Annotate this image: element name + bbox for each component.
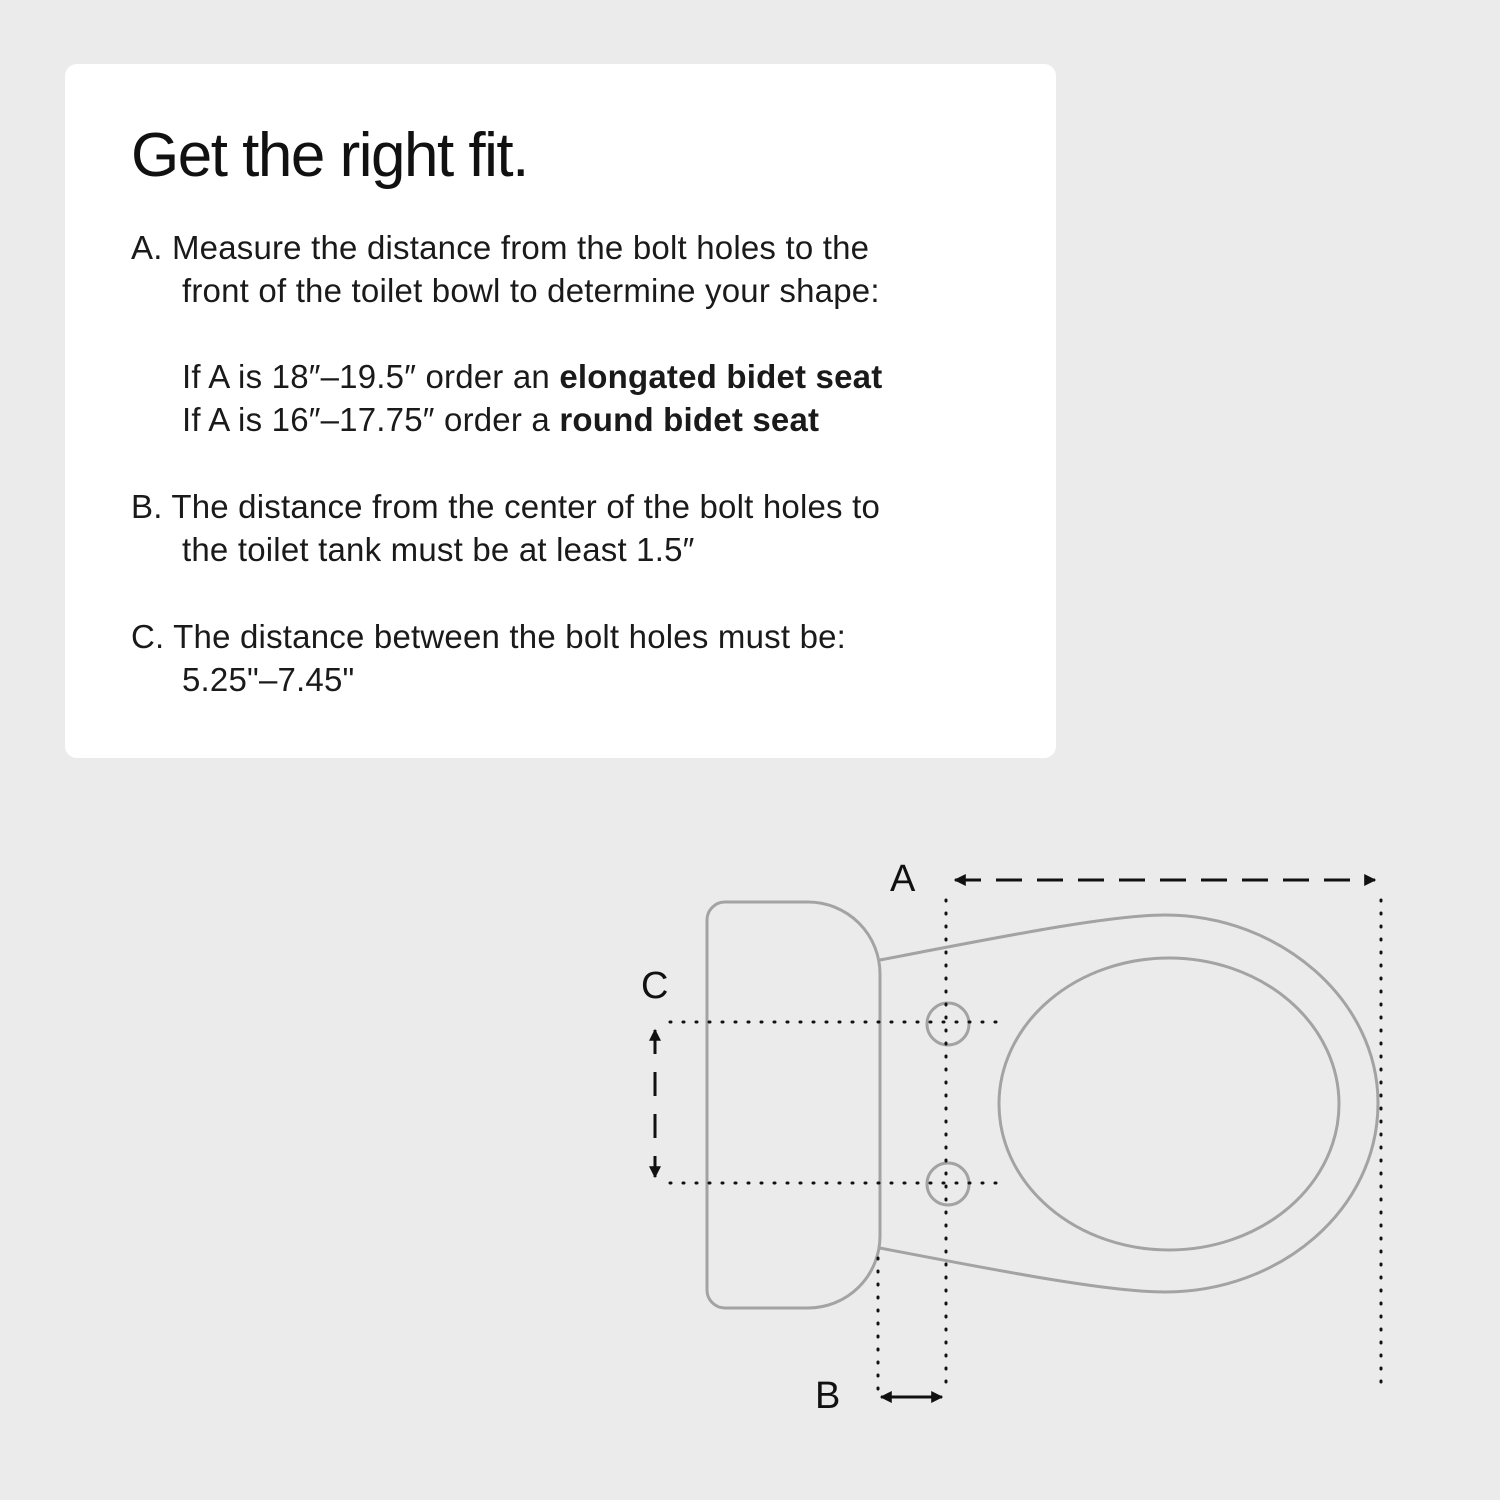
page-title: Get the right fit. (131, 121, 528, 190)
toilet-tank-outline (707, 902, 880, 1308)
elongated-rule-text: If A is 18″–19.5″ order an (182, 358, 560, 395)
bolt-hole-top (927, 1003, 969, 1045)
step-b-line-1: B. The distance from the center of the bolt holes to (131, 488, 881, 525)
bolt-hole-bottom (927, 1163, 969, 1205)
bowl-opening-outline (999, 958, 1339, 1250)
toilet-bowl-outline (880, 915, 1378, 1292)
step-b-line-2: the toilet tank must be at least 1.5″ (182, 531, 695, 568)
round-rule-text: If A is 16″–17.75″ order a (182, 401, 560, 438)
step-a-line-2: front of the toilet bowl to determine your shape: (182, 272, 880, 309)
elongated-seat-label: elongated bidet seat (559, 358, 883, 395)
step-a-line-1: A. Measure the distance from the bolt holes to the (131, 229, 870, 266)
measure-a-label: A (890, 858, 916, 900)
measure-c-label: C (641, 965, 669, 1007)
round-seat-label: round bidet seat (559, 401, 820, 438)
step-c-line-1: C. The distance between the bolt holes must be: (131, 618, 847, 655)
step-c-line-2: 5.25"–7.45" (182, 661, 355, 698)
measure-b-label: B (815, 1375, 841, 1417)
